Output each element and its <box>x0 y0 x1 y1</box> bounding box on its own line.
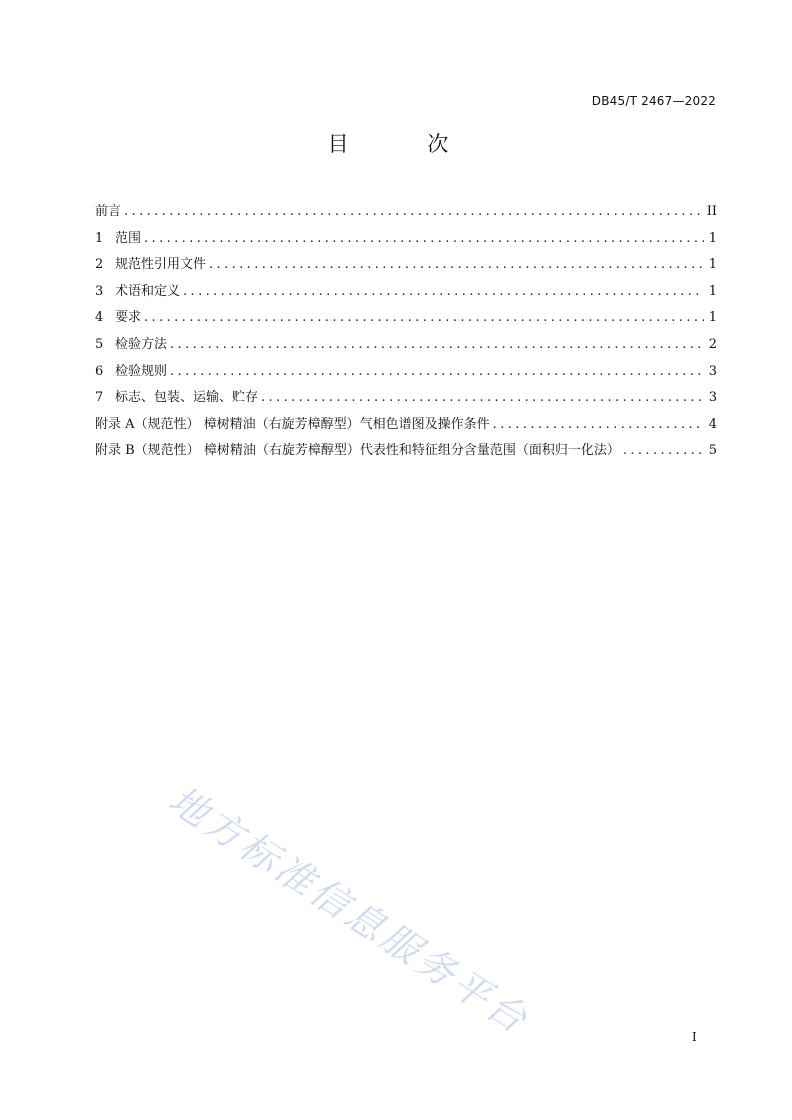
toc-entry-label: 标志、包装、运输、贮存 <box>115 390 259 406</box>
toc-entry-page: 1 <box>708 310 717 326</box>
toc-entry-annex-b[interactable] <box>95 439 717 466</box>
page-number: I <box>692 1030 697 1044</box>
toc-entry-label: 附录 A（规范性） 樟树精油（右旋芳樟醇型）气相色谱图及操作条件 <box>95 416 490 432</box>
toc-entry-number: 2 <box>95 257 104 273</box>
toc-entry-page: 1 <box>708 230 717 246</box>
toc-entry-test-methods[interactable] <box>95 333 717 360</box>
toc-entry-label: 术语和定义 <box>115 283 181 299</box>
toc-entry-label: 范围 <box>115 230 142 246</box>
toc-entry-page: 3 <box>708 390 717 406</box>
toc-leader-dots <box>209 257 704 272</box>
toc-leader-dots <box>124 204 704 219</box>
toc-entry-page: 4 <box>708 416 717 432</box>
toc-entry-label: 检验规则 <box>115 363 168 379</box>
toc-entry-page: 1 <box>708 283 717 299</box>
toc-entry-number: 3 <box>95 283 104 299</box>
toc-leader-dots <box>170 364 704 379</box>
toc-leader-dots <box>144 310 704 325</box>
document-code: DB45/T 2467—2022 <box>591 94 716 108</box>
toc-entry-label: 检验方法 <box>115 336 168 352</box>
toc-entry-number: 4 <box>95 310 104 326</box>
toc-entry-label: 规范性引用文件 <box>115 257 207 273</box>
toc-entry-inspection-rules[interactable] <box>95 360 717 387</box>
toc-entry-normative-references[interactable] <box>95 253 717 280</box>
toc-entry-label: 要求 <box>115 310 142 326</box>
toc-leader-dots <box>623 443 704 458</box>
table-of-contents <box>95 200 717 466</box>
toc-leader-dots <box>144 231 704 246</box>
toc-leader-dots <box>261 390 704 405</box>
toc-entry-marking-packaging[interactable] <box>95 386 717 413</box>
toc-entry-scope[interactable] <box>95 227 717 254</box>
toc-entry-terms[interactable] <box>95 280 717 307</box>
page-title: 目 次 <box>327 132 485 156</box>
toc-entry-page: II <box>706 204 717 219</box>
toc-leader-dots <box>493 417 704 432</box>
toc-entry-number: 6 <box>95 363 104 379</box>
toc-entry-label: 前言 <box>95 204 122 219</box>
toc-entry-annex-a[interactable] <box>95 413 717 440</box>
toc-entry-requirements[interactable] <box>95 306 717 333</box>
toc-leader-dots <box>183 284 704 299</box>
toc-entry-page: 1 <box>708 257 717 273</box>
toc-entry-page: 3 <box>708 363 717 379</box>
toc-entry-foreword[interactable] <box>95 200 717 227</box>
toc-entry-number: 7 <box>95 390 104 406</box>
toc-entry-number: 5 <box>95 336 104 352</box>
watermark: 地方标准信息服务平台 <box>161 777 538 1044</box>
toc-leader-dots <box>170 337 704 352</box>
toc-entry-number: 1 <box>95 230 104 246</box>
toc-entry-page: 5 <box>708 443 717 459</box>
toc-entry-label: 附录 B（规范性） 樟树精油（右旋芳樟醇型）代表性和特征组分含量范围（面积归一化法） <box>95 443 620 459</box>
toc-entry-page: 2 <box>708 336 717 352</box>
